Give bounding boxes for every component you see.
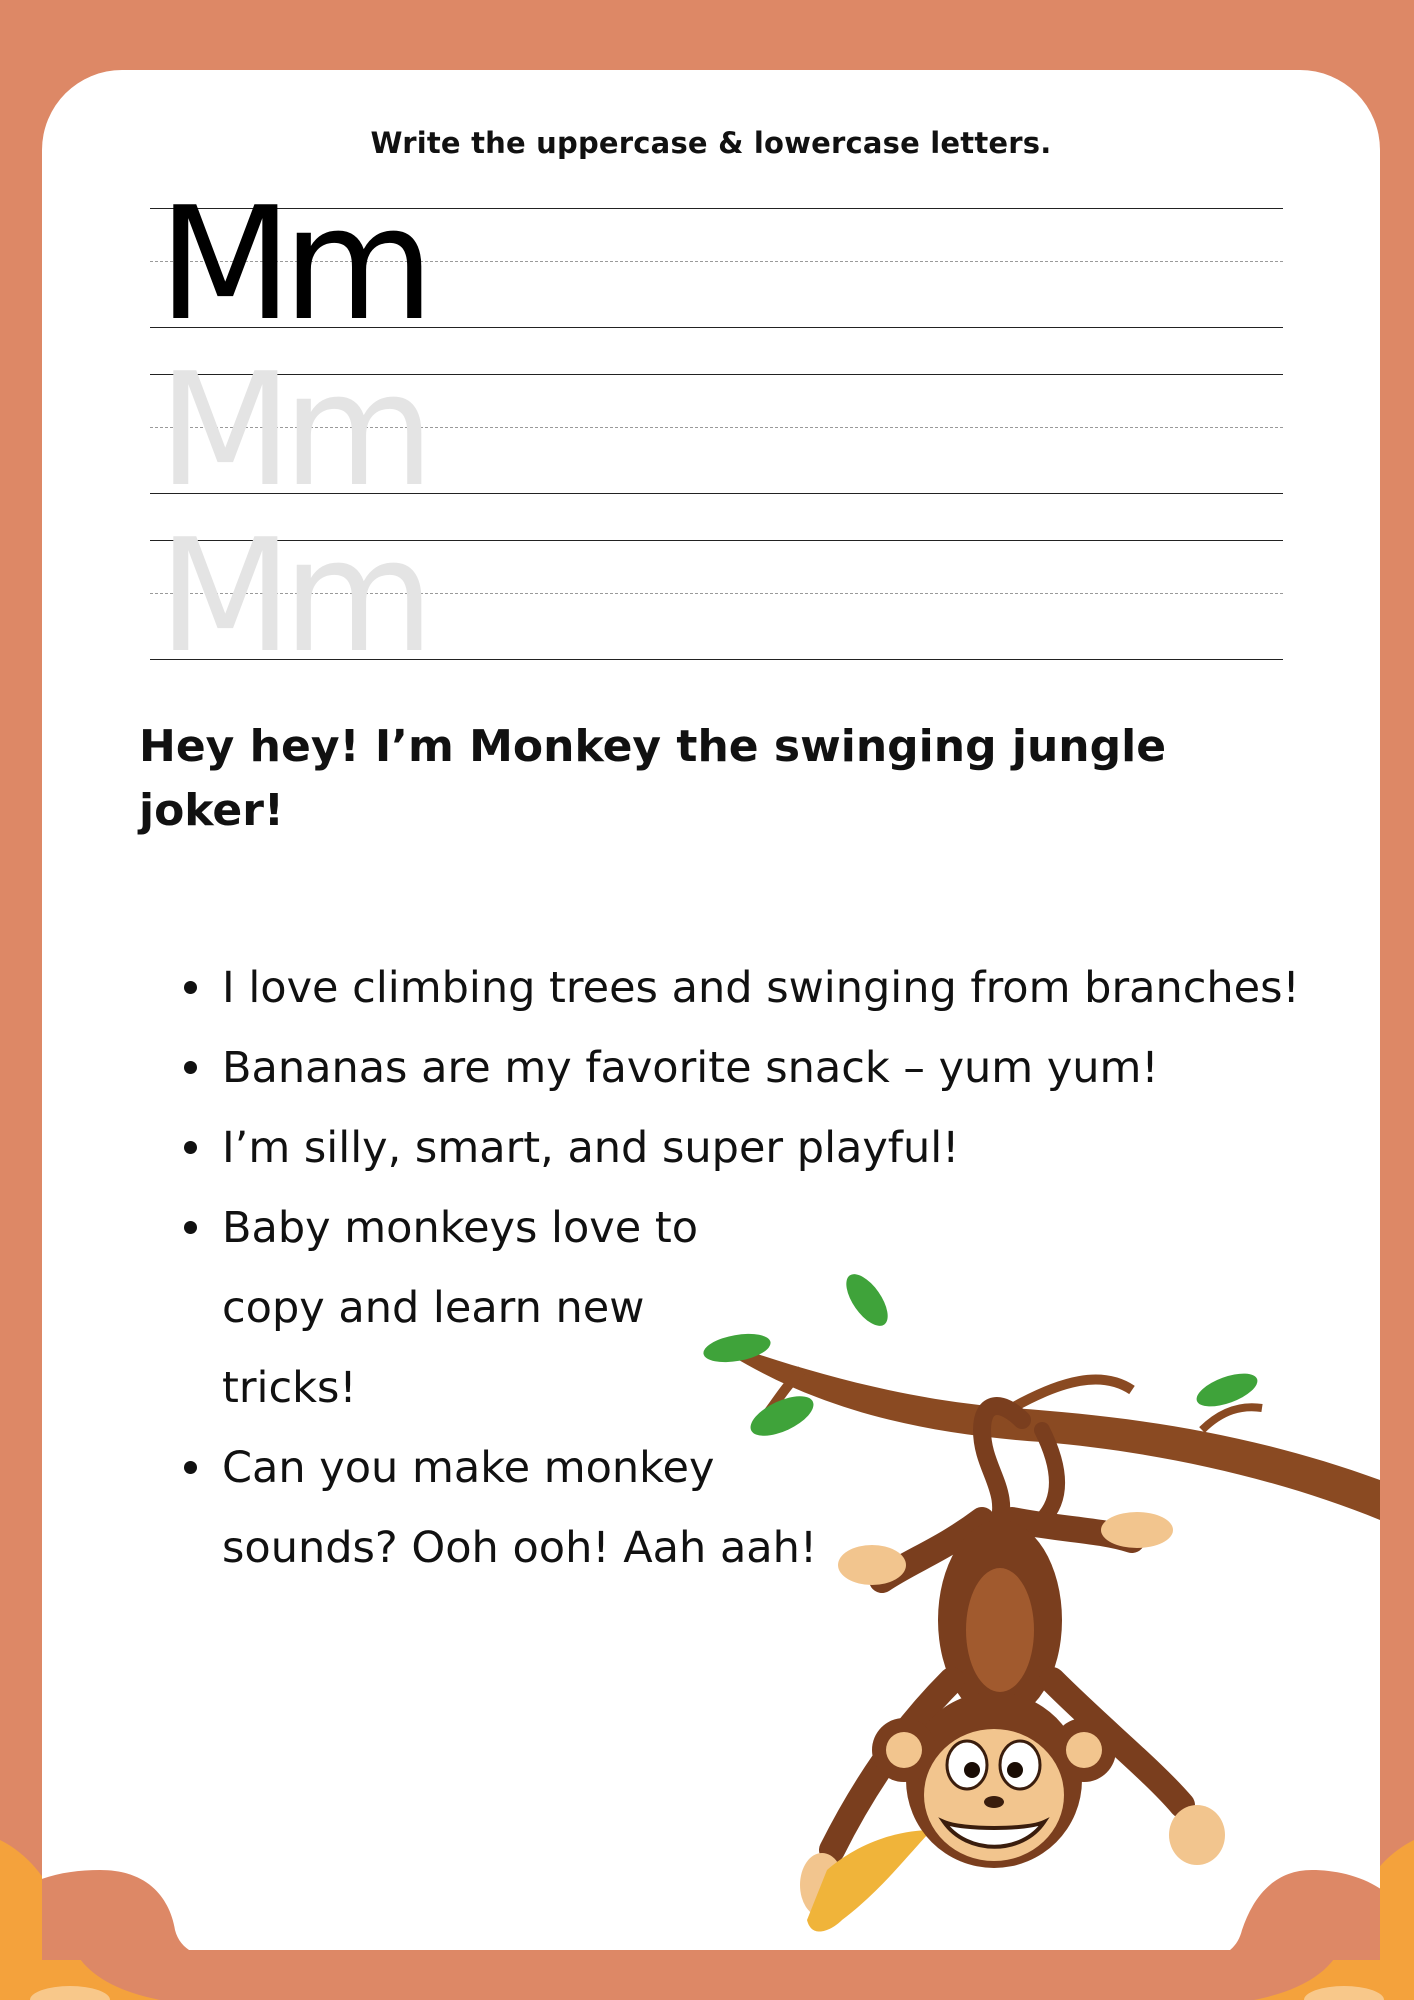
example-letters: Mm [158, 173, 425, 355]
fact-text: Can you make monkey sounds? Ooh ooh! Aah aah! [222, 1443, 818, 1573]
monkey-hanging-from-branch-icon [682, 1230, 1380, 1960]
fact-text: Baby monkeys love to copy and learn new tricks! [222, 1203, 699, 1413]
bullet-icon [184, 981, 197, 994]
fact-text: I’m silly, smart, and super playful! [222, 1123, 960, 1173]
bullet-icon [184, 1061, 197, 1074]
bottom-cloud-decoration-left [42, 1850, 300, 1960]
intro-heading: Hey hey! I’m Monkey the swinging jungle joker! [139, 721, 1167, 836]
writing-row-trace-1[interactable] [150, 339, 1283, 521]
fact-text: Bananas are my favorite snack – yum yum! [222, 1043, 1159, 1093]
bullet-icon [184, 1221, 197, 1234]
instruction-text: Write the uppercase & lowercase letters. [370, 126, 1052, 160]
trace-letters: Mm [158, 505, 425, 687]
writing-row-example [150, 173, 1283, 355]
fact-text: I love climbing trees and swinging from branches! [222, 963, 1300, 1013]
worksheet-card [42, 70, 1380, 1960]
trace-letters: Mm [158, 339, 425, 521]
bullet-icon [184, 1461, 197, 1474]
writing-row-trace-2[interactable] [150, 505, 1283, 687]
fact-item [222, 1028, 1372, 1108]
fact-item [222, 948, 1372, 1028]
bullet-icon [184, 1141, 197, 1154]
fact-item [222, 1108, 1372, 1188]
